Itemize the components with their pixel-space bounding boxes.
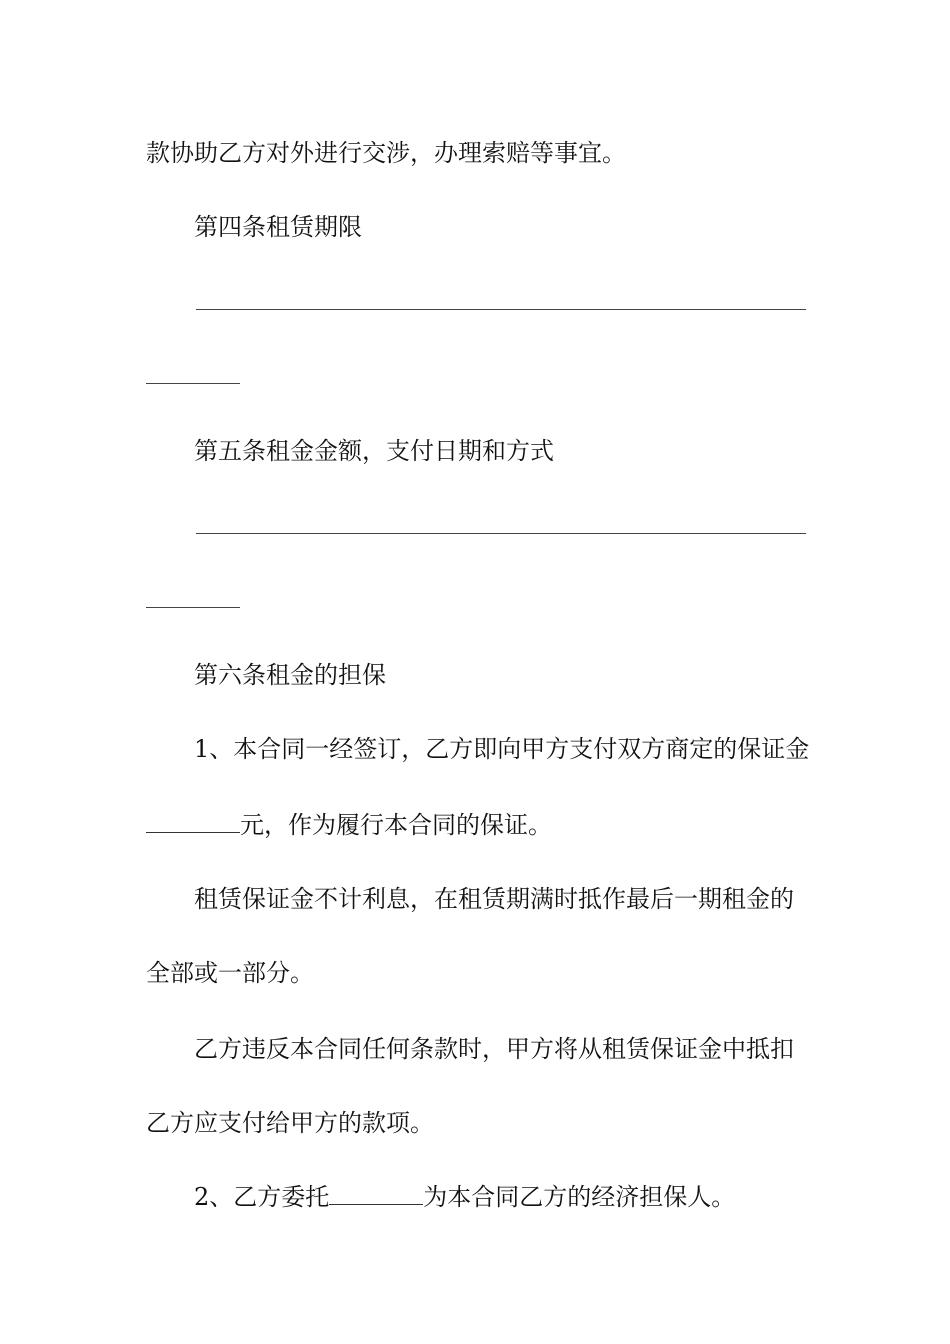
article-5-heading: 第五条租金金额，支付日期和方式 [194, 437, 554, 465]
deposit-note-line-2: 全部或一部分。 [146, 959, 314, 987]
article-5-fill-line-2 [146, 607, 240, 608]
guarantor-blank [329, 1182, 423, 1205]
clause-1-line-1: 1、本合同一经签订，乙方即向甲方支付双方商定的保证金 [194, 735, 810, 763]
article-6-heading: 第六条租金的担保 [194, 661, 386, 689]
article-5-fill-line-1 [196, 533, 806, 534]
breach-note-line-2: 乙方应支付给甲方的款项。 [146, 1109, 434, 1137]
clause-2-prefix: 2、乙方委托 [194, 1183, 330, 1211]
paragraph-continuation: 款协助乙方对外进行交涉，办理索赔等事宜。 [146, 139, 626, 167]
breach-note-line-1: 乙方违反本合同任何条款时，甲方将从租赁保证金中抵扣 [194, 1035, 794, 1063]
clause-1-line-2-text: 元，作为履行本合同的保证。 [240, 811, 552, 839]
clause-2-line [194, 1182, 735, 1212]
deposit-amount-blank [146, 810, 240, 833]
article-4-fill-line-2 [146, 383, 240, 384]
clause-2-suffix: 为本合同乙方的经济担保人。 [423, 1183, 736, 1211]
article-4-heading: 第四条租赁期限 [194, 213, 362, 241]
clause-1-line-2 [146, 810, 552, 840]
deposit-note-line-1: 租赁保证金不计利息，在租赁期满时抵作最后一期租金的 [194, 885, 794, 913]
article-4-fill-line-1 [196, 309, 806, 310]
